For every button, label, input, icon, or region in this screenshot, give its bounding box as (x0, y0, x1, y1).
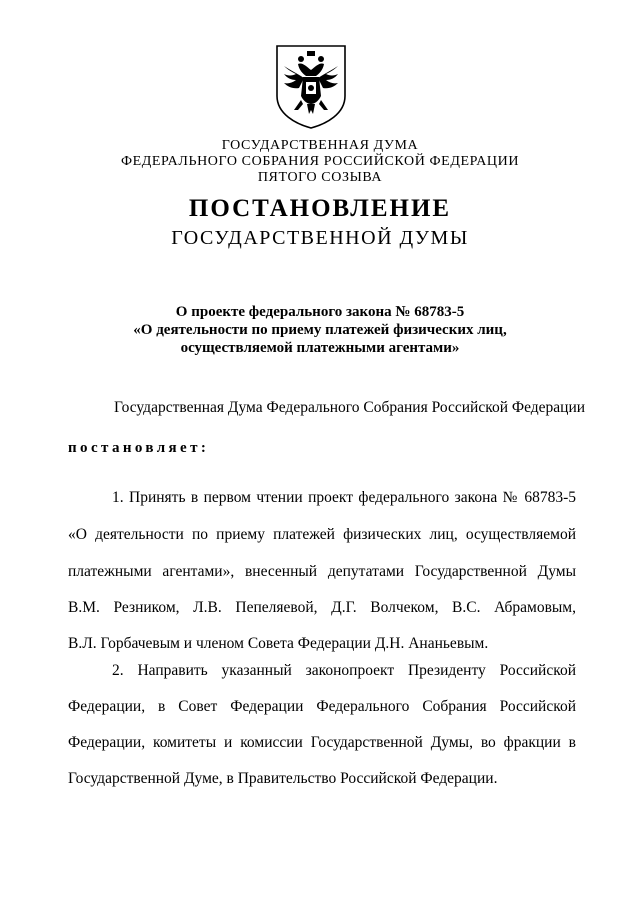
subject-line-1: О проекте федерального закона № 68783-5 (175, 304, 465, 320)
document-type-title: ПОСТАНОВЛЕНИЕ (188, 195, 452, 222)
item2-line-1: 2. Направить указанный законопроект Президенту Российской (112, 662, 576, 679)
header-line-2: ФЕДЕРАЛЬНОГО СОБРАНИЯ РОССИЙСКОЙ ФЕДЕРАЦИИ (120, 154, 520, 169)
preamble-text: Государственная Дума Федерального Собрания Российской Федерации (114, 399, 586, 416)
subject-line-2: «О деятельности по приему платежей физических лиц, (133, 322, 507, 338)
item1-line-4: В.М. Резником, Л.В. Пепеляевой, Д.Г. Волчеком, В.С. Абрамовым, (68, 599, 576, 616)
document-issuer: ГОСУДАРСТВЕННОЙ ДУМЫ (171, 227, 469, 249)
item1-line-2: «О деятельности по приему платежей физических лиц, осуществляемой (68, 526, 576, 543)
header-line-1: ГОСУДАРСТВЕННАЯ ДУМА (221, 138, 419, 153)
item1-line-5: В.Л. Горбачевым и членом Совета Федерации Д.Н. Ананьевым. (68, 635, 489, 652)
coat-of-arms-icon (274, 44, 348, 130)
subject-line-3: осуществляемой платежными агентами» (180, 340, 460, 356)
item1-line-1: 1. Принять в первом чтении проект федерального закона № 68783-5 (112, 489, 576, 506)
resolves-word: постановляет: (68, 440, 210, 456)
header-line-3: ПЯТОГО СОЗЫВА (257, 170, 383, 185)
item2-line-2: Федерации, в Совет Федерации Федерального Собрания Российской (68, 698, 576, 715)
item2-line-3: Федерации, комитеты и комиссии Государственной Думы, во фракции в (68, 734, 576, 751)
item2-line-4: Государственной Думе, в Правительство Российской Федерации. (68, 770, 498, 787)
item1-line-3: платежными агентами», внесенный депутатами Государственной Думы (68, 563, 576, 580)
